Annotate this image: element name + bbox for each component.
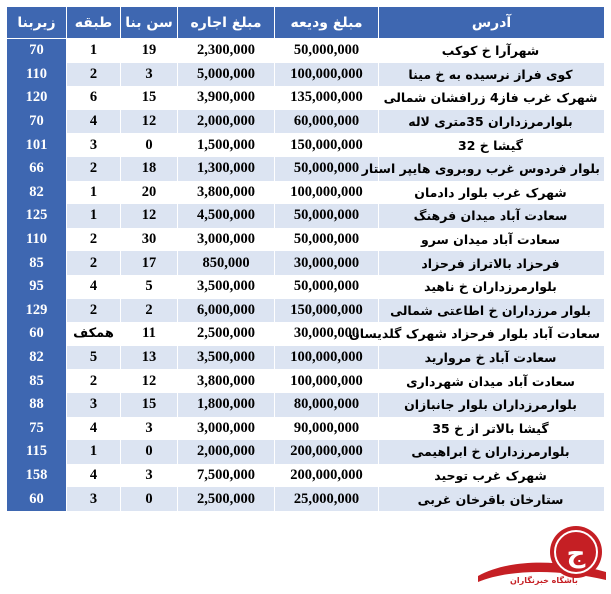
table-row bbox=[7, 299, 605, 323]
header-floor: طبقه bbox=[67, 7, 121, 39]
table-row bbox=[7, 440, 605, 464]
cell-age: 0 bbox=[121, 133, 178, 157]
cell-area: 95 bbox=[7, 275, 67, 299]
cell-area: 82 bbox=[7, 346, 67, 370]
cell-rent: 1,300,000 bbox=[178, 157, 275, 181]
cell-deposit: 135,000,000 bbox=[275, 86, 379, 110]
cell-deposit: 200,000,000 bbox=[275, 464, 379, 488]
cell-deposit: 50,000,000 bbox=[275, 157, 379, 181]
cell-floor: 6 bbox=[67, 86, 121, 110]
cell-address: سعادت آباد میدان فرهنگ bbox=[379, 204, 605, 228]
cell-age: 12 bbox=[121, 369, 178, 393]
cell-rent: 6,000,000 bbox=[178, 299, 275, 323]
cell-deposit: 100,000,000 bbox=[275, 181, 379, 205]
header-address: آدرس bbox=[379, 7, 605, 39]
table-row bbox=[7, 204, 605, 228]
table-row bbox=[7, 417, 605, 441]
cell-address: کوی فراز نرسیده به خ مینا bbox=[379, 63, 605, 87]
cell-deposit: 90,000,000 bbox=[275, 417, 379, 441]
cell-rent: 1,500,000 bbox=[178, 133, 275, 157]
table-row bbox=[7, 63, 605, 87]
table-row bbox=[7, 86, 605, 110]
cell-address: بلوار فردوس غرب روبروی هایپر استار bbox=[379, 157, 605, 181]
cell-rent: 5,000,000 bbox=[178, 63, 275, 87]
cell-rent: 2,000,000 bbox=[178, 110, 275, 134]
cell-area: 70 bbox=[7, 110, 67, 134]
header-area: زیربنا bbox=[7, 7, 67, 39]
cell-floor: 2 bbox=[67, 228, 121, 252]
cell-rent: 2,000,000 bbox=[178, 440, 275, 464]
table-row bbox=[7, 393, 605, 417]
cell-floor: 3 bbox=[67, 487, 121, 511]
cell-floor: 1 bbox=[67, 204, 121, 228]
cell-area: 88 bbox=[7, 393, 67, 417]
cell-address: بلوار مرزداران خ اطاعتی شمالی bbox=[379, 299, 605, 323]
table-row bbox=[7, 181, 605, 205]
cell-floor: 3 bbox=[67, 133, 121, 157]
cell-age: 15 bbox=[121, 393, 178, 417]
cell-age: 17 bbox=[121, 251, 178, 275]
cell-floor: 1 bbox=[67, 181, 121, 205]
header-row bbox=[7, 7, 605, 39]
cell-floor: 2 bbox=[67, 63, 121, 87]
cell-age: 12 bbox=[121, 110, 178, 134]
listings-table bbox=[6, 6, 605, 511]
table-row bbox=[7, 369, 605, 393]
cell-age: 2 bbox=[121, 299, 178, 323]
cell-rent: 850,000 bbox=[178, 251, 275, 275]
cell-address: فرحزاد بالاتراز فرحزاد bbox=[379, 251, 605, 275]
cell-age: 3 bbox=[121, 63, 178, 87]
cell-area: 82 bbox=[7, 181, 67, 205]
cell-floor: همکف bbox=[67, 322, 121, 346]
cell-age: 0 bbox=[121, 487, 178, 511]
cell-area: 120 bbox=[7, 86, 67, 110]
table-row bbox=[7, 275, 605, 299]
cell-deposit: 200,000,000 bbox=[275, 440, 379, 464]
cell-age: 30 bbox=[121, 228, 178, 252]
table-row bbox=[7, 487, 605, 511]
cell-floor: 4 bbox=[67, 417, 121, 441]
cell-age: 15 bbox=[121, 86, 178, 110]
cell-area: 85 bbox=[7, 369, 67, 393]
table-row bbox=[7, 464, 605, 488]
cell-address: شهرک غرب فاز4 زرافشان شمالی bbox=[379, 86, 605, 110]
cell-age: 0 bbox=[121, 440, 178, 464]
cell-rent: 3,000,000 bbox=[178, 228, 275, 252]
cell-deposit: 100,000,000 bbox=[275, 63, 379, 87]
cell-deposit: 100,000,000 bbox=[275, 346, 379, 370]
table-row bbox=[7, 133, 605, 157]
cell-area: 115 bbox=[7, 440, 67, 464]
cell-address: سعادت آباد میدان شهرداری bbox=[379, 369, 605, 393]
cell-age: 19 bbox=[121, 39, 178, 63]
cell-floor: 2 bbox=[67, 157, 121, 181]
cell-age: 11 bbox=[121, 322, 178, 346]
cell-address: ستارخان باقرخان غربی bbox=[379, 487, 605, 511]
cell-deposit: 80,000,000 bbox=[275, 393, 379, 417]
cell-address: بلوارمرزداران خ ابراهیمی bbox=[379, 440, 605, 464]
table-row bbox=[7, 39, 605, 63]
cell-area: 110 bbox=[7, 63, 67, 87]
cell-rent: 3,900,000 bbox=[178, 86, 275, 110]
cell-deposit: 30,000,000 bbox=[275, 322, 379, 346]
cell-age: 5 bbox=[121, 275, 178, 299]
cell-floor: 5 bbox=[67, 346, 121, 370]
cell-address: گیشا خ 32 bbox=[379, 133, 605, 157]
cell-address: بلوارمرزداران بلوار جانبازان bbox=[379, 393, 605, 417]
cell-rent: 3,800,000 bbox=[178, 369, 275, 393]
cell-rent: 3,500,000 bbox=[178, 275, 275, 299]
cell-area: 101 bbox=[7, 133, 67, 157]
cell-floor: 2 bbox=[67, 369, 121, 393]
cell-floor: 2 bbox=[67, 251, 121, 275]
cell-address: گیشا بالاتر از خ 35 bbox=[379, 417, 605, 441]
table-row bbox=[7, 346, 605, 370]
cell-area: 125 bbox=[7, 204, 67, 228]
cell-age: 3 bbox=[121, 417, 178, 441]
logo-mark: ج bbox=[566, 539, 586, 569]
cell-area: 85 bbox=[7, 251, 67, 275]
cell-deposit: 150,000,000 bbox=[275, 133, 379, 157]
cell-address: شهرآرا خ کوکب bbox=[379, 39, 605, 63]
cell-area: 66 bbox=[7, 157, 67, 181]
cell-deposit: 50,000,000 bbox=[275, 204, 379, 228]
cell-age: 3 bbox=[121, 464, 178, 488]
header-age: سن بنا bbox=[121, 7, 178, 39]
cell-area: 60 bbox=[7, 487, 67, 511]
cell-address: شهرک غرب بلوار دادمان bbox=[379, 181, 605, 205]
cell-age: 12 bbox=[121, 204, 178, 228]
cell-deposit: 50,000,000 bbox=[275, 275, 379, 299]
cell-address: بلوارمرزداران خ ناهید bbox=[379, 275, 605, 299]
table-row bbox=[7, 157, 605, 181]
table-row bbox=[7, 110, 605, 134]
cell-rent: 3,500,000 bbox=[178, 346, 275, 370]
cell-floor: 1 bbox=[67, 39, 121, 63]
cell-age: 18 bbox=[121, 157, 178, 181]
cell-address: شهرک غرب توحید bbox=[379, 464, 605, 488]
cell-age: 13 bbox=[121, 346, 178, 370]
cell-rent: 7,500,000 bbox=[178, 464, 275, 488]
header-rent: مبلغ اجاره bbox=[178, 7, 275, 39]
cell-floor: 4 bbox=[67, 110, 121, 134]
cell-floor: 4 bbox=[67, 464, 121, 488]
logo-caption: باشگاه خبرنگاران bbox=[510, 576, 578, 585]
cell-rent: 1,800,000 bbox=[178, 393, 275, 417]
cell-deposit: 60,000,000 bbox=[275, 110, 379, 134]
cell-floor: 2 bbox=[67, 299, 121, 323]
cell-rent: 4,500,000 bbox=[178, 204, 275, 228]
cell-deposit: 100,000,000 bbox=[275, 369, 379, 393]
cell-area: 75 bbox=[7, 417, 67, 441]
cell-area: 60 bbox=[7, 322, 67, 346]
cell-floor: 4 bbox=[67, 275, 121, 299]
cell-rent: 2,500,000 bbox=[178, 322, 275, 346]
table-row bbox=[7, 228, 605, 252]
cell-rent: 2,500,000 bbox=[178, 487, 275, 511]
table-row bbox=[7, 251, 605, 275]
cell-deposit: 50,000,000 bbox=[275, 39, 379, 63]
cell-area: 158 bbox=[7, 464, 67, 488]
cell-address: سعادت آباد بلوار فرحزاد شهرک گلدیسان bbox=[379, 322, 605, 346]
cell-area: 70 bbox=[7, 39, 67, 63]
cell-rent: 3,000,000 bbox=[178, 417, 275, 441]
cell-address: سعادت آباد خ مروارید bbox=[379, 346, 605, 370]
cell-deposit: 30,000,000 bbox=[275, 251, 379, 275]
cell-age: 20 bbox=[121, 181, 178, 205]
cell-area: 129 bbox=[7, 299, 67, 323]
table-row bbox=[7, 322, 605, 346]
cell-rent: 2,300,000 bbox=[178, 39, 275, 63]
header-deposit: مبلغ ودیعه bbox=[275, 7, 379, 39]
cell-deposit: 25,000,000 bbox=[275, 487, 379, 511]
cell-rent: 3,800,000 bbox=[178, 181, 275, 205]
cell-address: سعادت آباد میدان سرو bbox=[379, 228, 605, 252]
cell-address: بلوارمرزداران 35متری لاله bbox=[379, 110, 605, 134]
cell-area: 110 bbox=[7, 228, 67, 252]
cell-deposit: 50,000,000 bbox=[275, 228, 379, 252]
cell-deposit: 150,000,000 bbox=[275, 299, 379, 323]
cell-floor: 1 bbox=[67, 440, 121, 464]
cell-floor: 3 bbox=[67, 393, 121, 417]
